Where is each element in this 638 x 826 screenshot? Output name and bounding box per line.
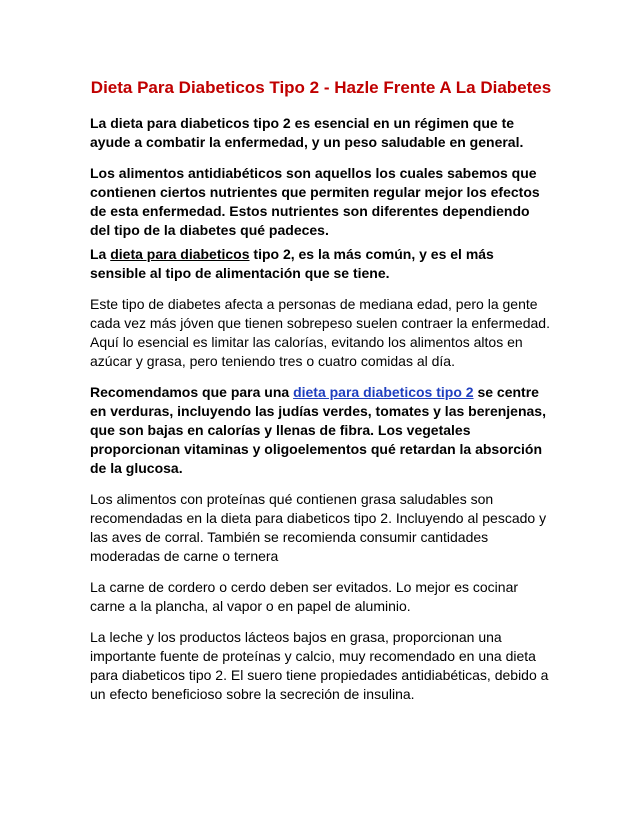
type2-text-post: tipo 2, es la más común, y es el más sensible al tipo de alimentación que se tiene. bbox=[90, 246, 494, 281]
dairy-paragraph: La leche y los productos lácteos bajos en grasa, proporcionan una importante fuente de proteínas y calcio, muy recomendado en una dieta para diabeticos tipo 2. El suero tiene propiedades antidiabéticas, debido a un efecto beneficioso sobre la secreción de insulina. bbox=[90, 629, 549, 702]
type2-paragraph bbox=[90, 245, 552, 283]
vegetables-text-pre: Recomendamos que para una bbox=[90, 384, 294, 400]
vegetables-text-post: se centre en verduras, incluyendo las judías verdes, tomates y las berenjenas, que son bajas en calorías y llenas de fibra. Los vegetales proporcionan vitaminas y oligoelementos qué retardan la absorción de la glucosa. bbox=[90, 384, 546, 476]
dieta-diabeticos-link[interactable]: dieta para diabeticos bbox=[110, 246, 250, 262]
document-page bbox=[90, 76, 552, 704]
vegetables-paragraph bbox=[90, 383, 552, 478]
antidiabetic-foods-paragraph: Los alimentos antidiabéticos son aquellos los cuales sabemos que contienen ciertos nutrientes que permiten regular mejor los efectos de esta enfermedad. Estos nutrientes son diferentes dependiendo del tipo de la diabetes qué padeces. bbox=[90, 165, 540, 238]
meat-paragraph: La carne de cordero o cerdo deben ser evitados. Lo mejor es cocinar carne a la plancha, al vapor o en papel de aluminio. bbox=[90, 579, 519, 614]
document-title: Dieta Para Diabeticos Tipo 2 - Hazle Frente A La Diabetes bbox=[90, 78, 552, 97]
intro-paragraph: La dieta para diabeticos tipo 2 es esencial en un régimen que te ayude a combatir la enfermedad, y un peso saludable en general. bbox=[90, 115, 524, 150]
dieta-diabeticos-tipo2-link[interactable]: dieta para diabeticos tipo 2 bbox=[293, 384, 474, 400]
proteins-paragraph: Los alimentos con proteínas qué contienen grasa saludables son recomendadas en la dieta para diabeticos tipo 2. Incluyendo al pescado y las aves de corral. También se recomienda consumir cantidades moderadas de carne o ternera bbox=[90, 491, 547, 564]
type2-text-pre: La bbox=[90, 246, 111, 262]
calories-paragraph: Este tipo de diabetes afecta a personas de mediana edad, pero la gente cada vez más jóven que tienen sobrepeso suelen contraer la enfermedad. Aquí lo esencial es limitar las calorías, evitando los alimentos altos en azúcar y grasa, pero teniendo tres o cuatro comidas al día. bbox=[90, 296, 550, 369]
